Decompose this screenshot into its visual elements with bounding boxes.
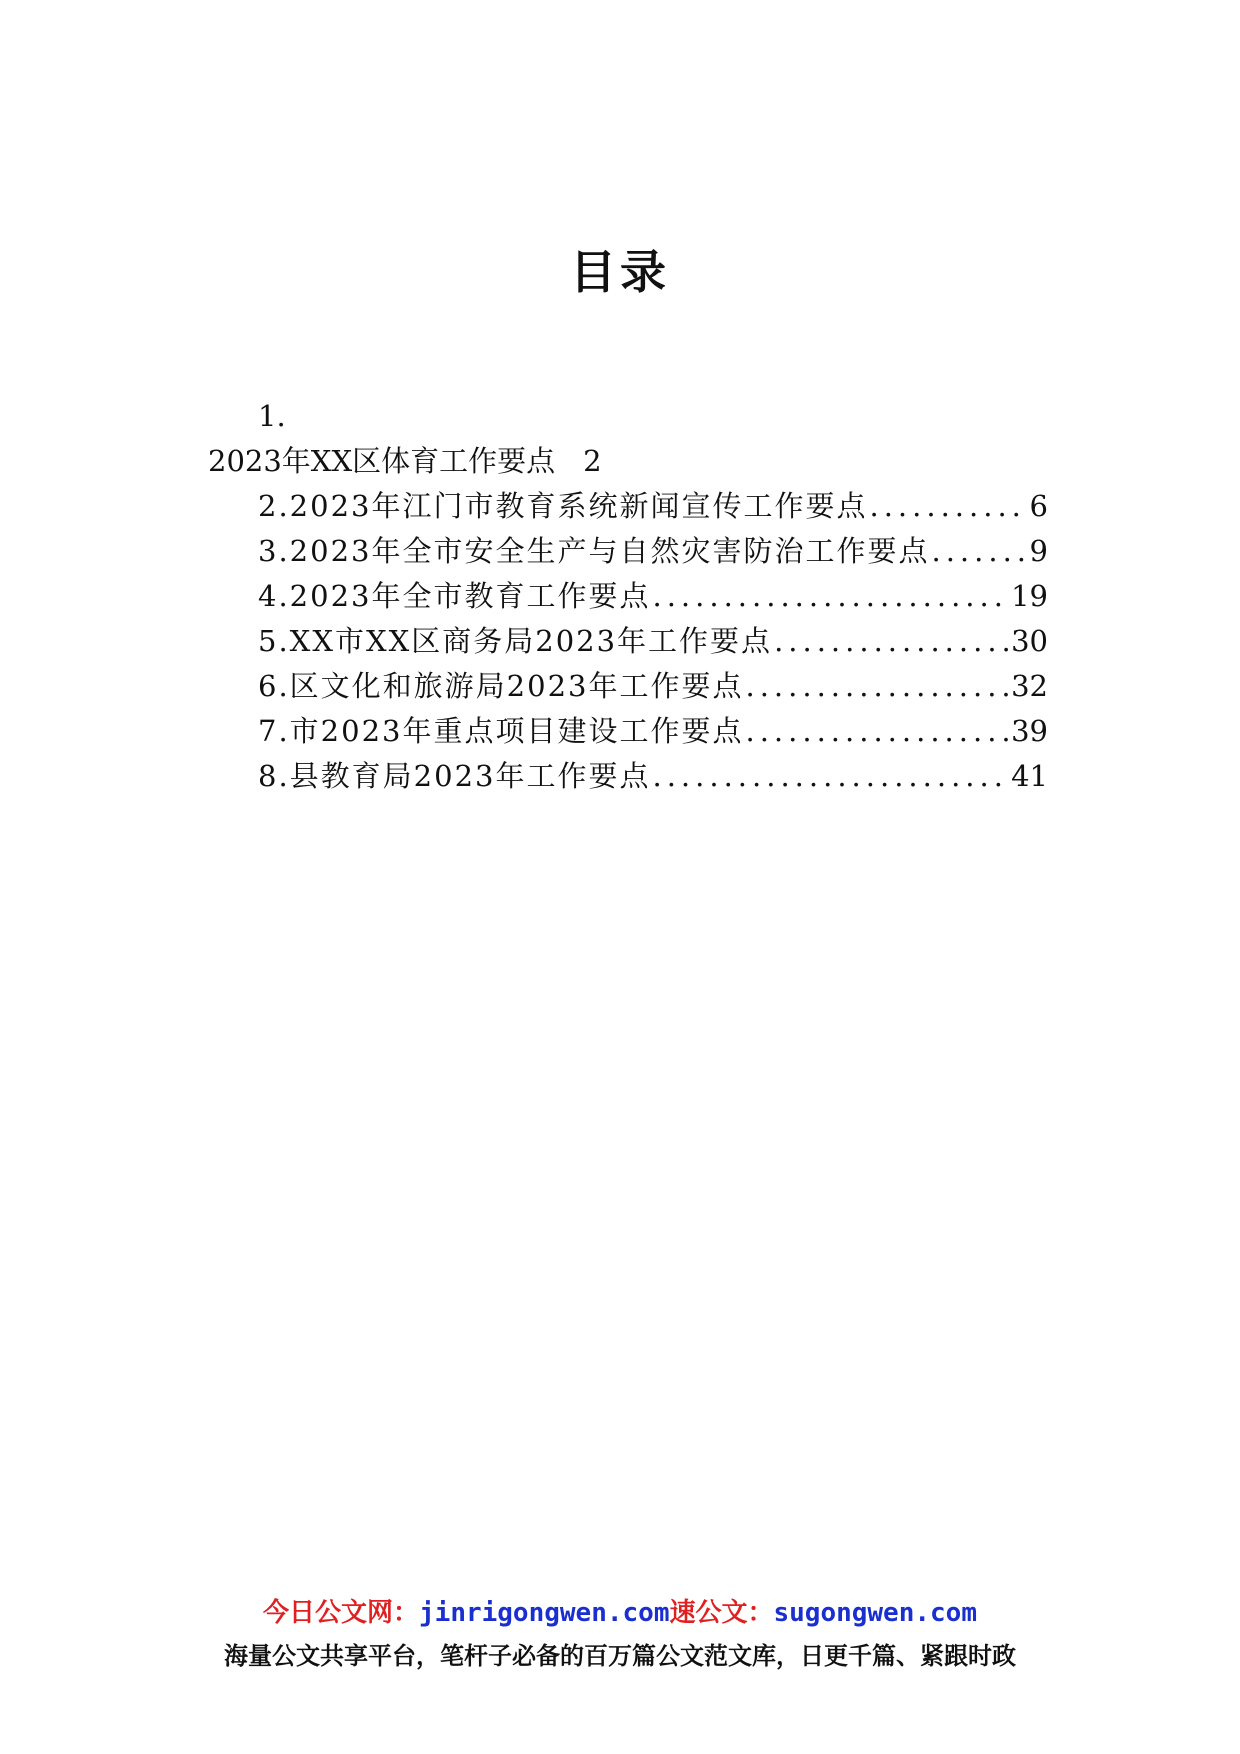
- toc-entry-text: 5.XX市XX区商务局2023年工作要点: [258, 624, 773, 658]
- toc-entry-page: 19: [1011, 579, 1048, 613]
- toc-entry-text: 7.市2023年重点项目建设工作要点: [258, 714, 744, 748]
- toc-entry-text: 2.2023年江门市教育系统新闻宣传工作要点: [258, 489, 868, 523]
- toc-entry-page: 6: [1029, 489, 1048, 523]
- toc-leader-dots: [774, 621, 1009, 661]
- toc-leader-dots: [652, 756, 1009, 796]
- toc-entry-1-page: 2: [583, 444, 602, 478]
- toc-entry-text: 3.2023年全市安全生产与自然灾害防治工作要点: [258, 534, 930, 568]
- toc-entry-4[interactable]: [258, 576, 1048, 616]
- footer-site1-name: 今日公文网：: [263, 1598, 420, 1628]
- toc-entry-page: 41: [1011, 759, 1048, 793]
- toc-entry-6[interactable]: [258, 666, 1048, 706]
- toc-entry-7[interactable]: [258, 711, 1048, 751]
- toc-entry-3[interactable]: [258, 531, 1048, 571]
- footer-tagline: 海量公文共享平台，笔杆子必备的百万篇公文范文库，日更千篇、紧跟时政: [224, 1642, 1016, 1670]
- footer-site2-name: 速公文：: [669, 1598, 774, 1628]
- toc-entry-1-number: 1.: [258, 399, 286, 433]
- footer-site1-link[interactable]: jinrigongwen.com: [419, 1598, 670, 1628]
- toc-entry-text: 6.区文化和旅游局2023年工作要点: [258, 669, 744, 703]
- toc-entry-1[interactable]: [208, 441, 602, 481]
- footer-sites: [0, 1592, 1240, 1629]
- toc-leader-dots: [745, 666, 1009, 706]
- toc-entry-1-text: 2023年XX区体育工作要点: [208, 444, 556, 478]
- toc-leader-dots: [869, 486, 1027, 526]
- toc-leader-dots: [931, 531, 1027, 571]
- toc-entry-8[interactable]: [258, 756, 1048, 796]
- toc-entry-page: 30: [1011, 624, 1048, 658]
- toc-entry-text: 8.县教育局2023年工作要点: [258, 759, 651, 793]
- toc-entry-2[interactable]: [258, 486, 1048, 526]
- toc-entry-page: 9: [1029, 534, 1048, 568]
- toc-entry-page: 32: [1011, 669, 1048, 703]
- toc-entry-page: 39: [1011, 714, 1048, 748]
- toc-entry-5[interactable]: [258, 621, 1048, 661]
- toc-leader-dots: [652, 576, 1009, 616]
- footer-site2-link[interactable]: sugongwen.com: [773, 1598, 977, 1628]
- toc-leader-dots: [745, 711, 1009, 751]
- page-title: 目录: [570, 245, 670, 299]
- toc-entry-text: 4.2023年全市教育工作要点: [258, 579, 651, 613]
